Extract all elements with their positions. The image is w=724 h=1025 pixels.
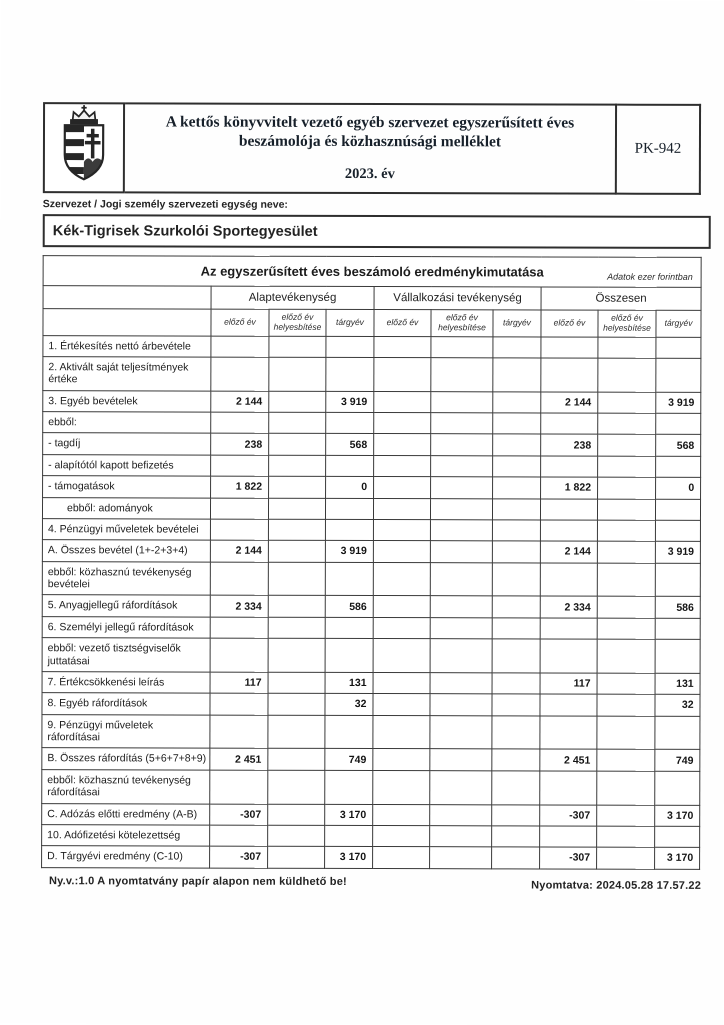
- value-cell: [373, 847, 430, 869]
- value-cell: 568: [656, 435, 701, 456]
- value-cell: [269, 412, 326, 434]
- value-cell: [325, 639, 373, 673]
- value-cell: [268, 596, 325, 618]
- value-cell: 2 451: [540, 749, 597, 771]
- row-label: ebből: adományok: [42, 497, 210, 519]
- value-cell: [493, 477, 541, 499]
- value-cell: -307: [210, 846, 268, 868]
- value-cell: [492, 847, 540, 869]
- row-label: ebből: közhasznú tevékenység ráfordításai: [42, 769, 210, 803]
- corner-cell: [43, 309, 211, 336]
- value-cell: [597, 499, 655, 521]
- value-cell: [430, 541, 492, 563]
- value-cell: [598, 477, 656, 499]
- value-cell: 3 919: [656, 392, 701, 413]
- row-label: - tagdíj: [43, 433, 211, 455]
- value-cell: [374, 477, 431, 499]
- value-cell: [269, 455, 326, 477]
- row-label: 9. Pénzügyi műveletek ráfordításai: [42, 714, 210, 748]
- value-cell: [493, 434, 541, 456]
- value-cell: [540, 563, 597, 597]
- value-cell: 131: [655, 673, 700, 694]
- value-cell: 3 170: [325, 847, 373, 869]
- value-cell: 3 919: [325, 541, 373, 563]
- value-cell: [541, 336, 598, 358]
- value-cell: [492, 771, 540, 805]
- value-cell: [268, 804, 325, 826]
- row-label: B. Összes ráfordítás (5+6+7+8+9): [42, 748, 210, 770]
- table-row: [42, 693, 700, 716]
- value-cell: [325, 715, 373, 749]
- value-cell: 586: [655, 597, 700, 618]
- value-cell: [598, 456, 656, 478]
- value-cell: [373, 617, 430, 639]
- value-cell: 32: [655, 695, 700, 716]
- row-label: 1. Értékesítés nettó árbevétele: [43, 335, 211, 357]
- row-label: 7. Értékcsökkenési leírás: [42, 672, 210, 694]
- value-cell: [655, 499, 700, 520]
- org-name-label: Szervezet / Jogi személy szervezeti egység neve:: [43, 198, 701, 212]
- value-cell: -307: [540, 847, 597, 869]
- form-code-box: [617, 104, 701, 195]
- table-title: Az egyszerűsített éves beszámoló eredménykimutatása: [201, 264, 544, 280]
- row-label: 8. Egyéb ráfordítások: [42, 693, 210, 715]
- value-cell: [598, 337, 656, 359]
- org-name-value: Kék-Tigrisek Szurkolói Sportegyesület: [53, 223, 318, 240]
- value-cell: [269, 336, 326, 358]
- value-cell: [431, 391, 493, 413]
- logo-box: [43, 102, 125, 193]
- group-header-business-activity: Vállalkozási tevékenység: [374, 287, 541, 310]
- table-row: [43, 454, 701, 477]
- subheader-prev-year-adjustment: előző év helyesbítése: [269, 309, 326, 336]
- value-cell: 2 334: [210, 596, 268, 618]
- row-label: 3. Egyéb bevételek: [43, 390, 211, 412]
- value-cell: [430, 715, 492, 749]
- table-row: [42, 825, 700, 848]
- value-cell: [655, 639, 700, 673]
- value-cell: [540, 771, 597, 805]
- subheader-prev-year: előző év: [374, 310, 431, 337]
- value-cell: 3 919: [655, 542, 700, 563]
- footer-printed-timestamp: Nyomtatva: 2024.05.28 17.57.22: [531, 879, 701, 891]
- value-cell: [326, 455, 374, 477]
- value-cell: [325, 617, 373, 639]
- value-cell: [540, 520, 597, 542]
- value-cell: [269, 391, 326, 413]
- row-label: ebből: vezető tisztségviselők juttatásai: [42, 638, 210, 672]
- value-cell: [430, 562, 492, 596]
- value-cell: 749: [655, 750, 700, 771]
- value-cell: [492, 498, 540, 520]
- subheader-current-year: tárgyév: [493, 310, 541, 337]
- value-cell: -307: [540, 804, 597, 826]
- value-cell: [492, 639, 540, 673]
- value-cell: [656, 337, 701, 358]
- value-cell: [597, 563, 655, 597]
- value-cell: 2 144: [210, 540, 268, 562]
- value-cell: [374, 455, 431, 477]
- table-row: [43, 412, 701, 435]
- value-cell: 2 144: [540, 541, 597, 563]
- value-cell: [373, 596, 430, 618]
- value-cell: [492, 541, 540, 563]
- table-row: [42, 846, 700, 869]
- value-cell: [373, 541, 430, 563]
- value-cell: [325, 498, 373, 520]
- value-cell: [430, 749, 492, 771]
- value-cell: [430, 520, 492, 542]
- value-cell: [492, 694, 540, 716]
- row-label: D. Tárgyévi eredmény (C-10): [42, 846, 210, 868]
- form-year: 2023. év: [139, 165, 601, 183]
- value-cell: [326, 412, 374, 434]
- value-cell: [268, 770, 325, 804]
- value-cell: [430, 694, 492, 716]
- value-cell: [540, 716, 597, 750]
- value-cell: [210, 617, 268, 639]
- row-label: A. Összes bevétel (1+-2+3+4): [42, 540, 210, 562]
- table-row: [42, 803, 700, 826]
- value-cell: [597, 771, 655, 805]
- units-note: Adatok ezer forintban: [607, 272, 693, 282]
- value-cell: [656, 456, 701, 477]
- value-cell: [373, 804, 430, 826]
- value-cell: [430, 826, 492, 848]
- row-label: 5. Anyagjellegű ráfordítások: [42, 595, 210, 617]
- value-cell: [597, 639, 655, 673]
- value-cell: [540, 694, 597, 716]
- value-cell: 1 822: [541, 477, 598, 499]
- value-cell: [211, 455, 269, 477]
- value-cell: [597, 541, 655, 563]
- value-cell: 117: [210, 672, 268, 694]
- form-title: A kettős könyvvitelt vezető egyéb szervezet egyszerűsített éves beszámolója és közhasznúsági melléklet: [139, 112, 601, 152]
- value-cell: [268, 672, 325, 694]
- value-cell: [374, 434, 431, 456]
- value-cell: [374, 336, 431, 358]
- value-cell: [210, 693, 268, 715]
- value-cell: [431, 477, 493, 499]
- group-header-total: Összesen: [541, 287, 701, 310]
- value-cell: [431, 358, 493, 392]
- value-cell: [373, 825, 430, 847]
- value-cell: [373, 694, 430, 716]
- value-cell: [541, 456, 598, 478]
- value-cell: [430, 596, 492, 618]
- value-cell: [374, 391, 431, 413]
- value-cell: [210, 770, 268, 804]
- form-footer: [41, 875, 701, 892]
- value-cell: [492, 596, 540, 618]
- value-cell: [492, 804, 540, 826]
- value-cell: 586: [325, 596, 373, 618]
- org-name-field: [43, 214, 711, 249]
- value-cell: [493, 413, 541, 435]
- value-cell: [268, 617, 325, 639]
- value-cell: [373, 519, 430, 541]
- value-cell: [492, 715, 540, 749]
- value-cell: [598, 358, 656, 392]
- value-cell: [492, 520, 540, 542]
- value-cell: [493, 358, 541, 392]
- value-cell: [325, 519, 373, 541]
- value-cell: 2 334: [540, 596, 597, 618]
- hungarian-coat-of-arms-icon: [56, 104, 112, 191]
- row-label: 4. Pénzügyi műveletek bevételei: [42, 519, 210, 541]
- table-row: [43, 357, 701, 392]
- subheader-prev-year: előző év: [211, 309, 269, 336]
- value-cell: [269, 357, 326, 391]
- value-cell: 2 451: [210, 749, 268, 771]
- value-cell: 3 170: [655, 848, 700, 869]
- value-cell: [597, 597, 655, 619]
- value-cell: [431, 336, 493, 358]
- value-cell: [492, 562, 540, 596]
- value-cell: [540, 498, 597, 520]
- value-cell: [597, 847, 655, 869]
- value-cell: [540, 639, 597, 673]
- form-code: PK-942: [635, 141, 682, 158]
- value-cell: [540, 826, 597, 848]
- value-cell: [492, 618, 540, 640]
- value-cell: 32: [325, 694, 373, 716]
- value-cell: 3 170: [325, 804, 373, 826]
- value-cell: [374, 357, 431, 391]
- value-cell: [598, 413, 656, 435]
- value-cell: [541, 358, 598, 392]
- value-cell: [268, 694, 325, 716]
- value-cell: [373, 562, 430, 596]
- value-cell: [430, 673, 492, 695]
- value-cell: [431, 413, 493, 435]
- row-label: 2. Aktivált saját teljesítmények értéke: [43, 357, 211, 391]
- value-cell: [597, 673, 655, 695]
- value-cell: [210, 638, 268, 672]
- value-cell: [210, 519, 268, 541]
- value-cell: 568: [326, 434, 374, 456]
- row-label: ebből:: [43, 412, 211, 434]
- value-cell: [431, 434, 493, 456]
- value-cell: [268, 541, 325, 563]
- value-cell: [431, 455, 493, 477]
- value-cell: [268, 519, 325, 541]
- value-cell: [430, 639, 492, 673]
- table-row: [42, 497, 700, 520]
- value-cell: 3 919: [326, 391, 374, 413]
- form-header: [43, 102, 701, 195]
- value-cell: [598, 435, 656, 457]
- value-cell: [655, 716, 700, 750]
- value-cell: [493, 391, 541, 413]
- table-row: [43, 335, 701, 358]
- row-label: - alapítótól kapott befizetés: [43, 454, 211, 476]
- value-cell: 2 144: [541, 392, 598, 414]
- value-cell: [540, 618, 597, 640]
- value-cell: [269, 476, 326, 498]
- footer-version-note: Ny.v.:1.0 A nyomtatvány papír alapon nem küldhető be!: [49, 875, 347, 888]
- value-cell: [211, 357, 269, 391]
- row-label: 10. Adófizetési kötelezettség: [42, 825, 210, 847]
- value-cell: [211, 412, 269, 434]
- subheader-prev-year: előző év: [541, 310, 598, 337]
- value-cell: [430, 804, 492, 826]
- row-label: C. Adózás előtti eredmény (A-B): [42, 803, 210, 825]
- table-row: [42, 540, 700, 563]
- table-row: [42, 638, 700, 673]
- value-cell: [210, 498, 268, 520]
- subheader-prev-year-adjustment: előző év helyesbítése: [431, 310, 493, 337]
- value-cell: [325, 770, 373, 804]
- value-cell: 117: [540, 673, 597, 695]
- value-cell: [430, 847, 492, 869]
- table-row: [42, 595, 700, 618]
- corner-cell: [43, 286, 211, 309]
- value-cell: [656, 358, 701, 392]
- table-row: [42, 672, 700, 695]
- value-cell: [597, 694, 655, 716]
- value-cell: [492, 673, 540, 695]
- value-cell: [541, 413, 598, 435]
- value-cell: [655, 618, 700, 639]
- table-row: [42, 519, 700, 542]
- value-cell: [268, 562, 325, 596]
- value-cell: 238: [541, 434, 598, 456]
- value-cell: [655, 520, 700, 541]
- value-cell: 3 170: [655, 805, 700, 826]
- value-cell: [326, 336, 374, 358]
- value-cell: [326, 357, 374, 391]
- value-cell: [325, 562, 373, 596]
- group-header-core-activity: Alaptevékenység: [211, 286, 374, 309]
- table-row: [43, 433, 701, 456]
- value-cell: [373, 639, 430, 673]
- value-cell: [655, 771, 700, 805]
- form-title-box: [125, 102, 617, 194]
- value-cell: [597, 520, 655, 542]
- value-cell: [430, 617, 492, 639]
- table-row: [42, 616, 700, 639]
- value-cell: [373, 672, 430, 694]
- value-cell: [268, 498, 325, 520]
- value-cell: [597, 618, 655, 640]
- row-label: 6. Személyi jellegű ráfordítások: [42, 616, 210, 638]
- subheader-current-year: tárgyév: [656, 310, 701, 337]
- value-cell: [325, 825, 373, 847]
- value-cell: [269, 434, 326, 456]
- row-label: - támogatások: [43, 476, 211, 498]
- value-cell: 1 822: [211, 476, 269, 498]
- value-cell: [598, 392, 656, 414]
- value-cell: [597, 826, 655, 848]
- group-header-row: [43, 286, 701, 311]
- results-table-body: [42, 335, 702, 869]
- value-cell: 238: [211, 434, 269, 456]
- value-cell: [492, 826, 540, 848]
- subheader-current-year: tárgyév: [326, 309, 374, 336]
- value-cell: [210, 715, 268, 749]
- value-cell: [373, 715, 430, 749]
- table-row: [42, 714, 700, 749]
- value-cell: [373, 749, 430, 771]
- value-cell: 0: [326, 477, 374, 499]
- table-row: [42, 769, 700, 804]
- table-row: [43, 476, 701, 499]
- value-cell: 131: [325, 672, 373, 694]
- subheader-prev-year-adjustment: előző év helyesbítése: [598, 310, 656, 337]
- value-cell: [268, 638, 325, 672]
- value-cell: [655, 563, 700, 597]
- table-row: [42, 748, 700, 771]
- value-cell: 2 144: [211, 391, 269, 413]
- value-cell: [210, 825, 268, 847]
- results-table: [41, 255, 702, 869]
- table-row: [42, 561, 700, 596]
- value-cell: [268, 749, 325, 771]
- value-cell: [597, 750, 655, 772]
- value-cell: [597, 716, 655, 750]
- subheader-row: [43, 309, 701, 337]
- value-cell: [492, 749, 540, 771]
- value-cell: [268, 715, 325, 749]
- value-cell: [268, 825, 325, 847]
- value-cell: [268, 847, 325, 869]
- value-cell: -307: [210, 804, 268, 826]
- value-cell: [373, 770, 430, 804]
- value-cell: [655, 826, 700, 847]
- value-cell: [211, 336, 269, 358]
- value-cell: [430, 770, 492, 804]
- table-row: [43, 390, 701, 413]
- table-title-row: [43, 256, 701, 288]
- value-cell: [210, 562, 268, 596]
- value-cell: 749: [325, 749, 373, 771]
- row-label: ebből: közhasznú tevékenység bevételei: [42, 561, 210, 595]
- value-cell: [656, 413, 701, 434]
- value-cell: [597, 805, 655, 827]
- value-cell: [373, 498, 430, 520]
- value-cell: [374, 413, 431, 435]
- value-cell: [493, 456, 541, 478]
- value-cell: 0: [656, 477, 701, 498]
- value-cell: [493, 336, 541, 358]
- value-cell: [430, 498, 492, 520]
